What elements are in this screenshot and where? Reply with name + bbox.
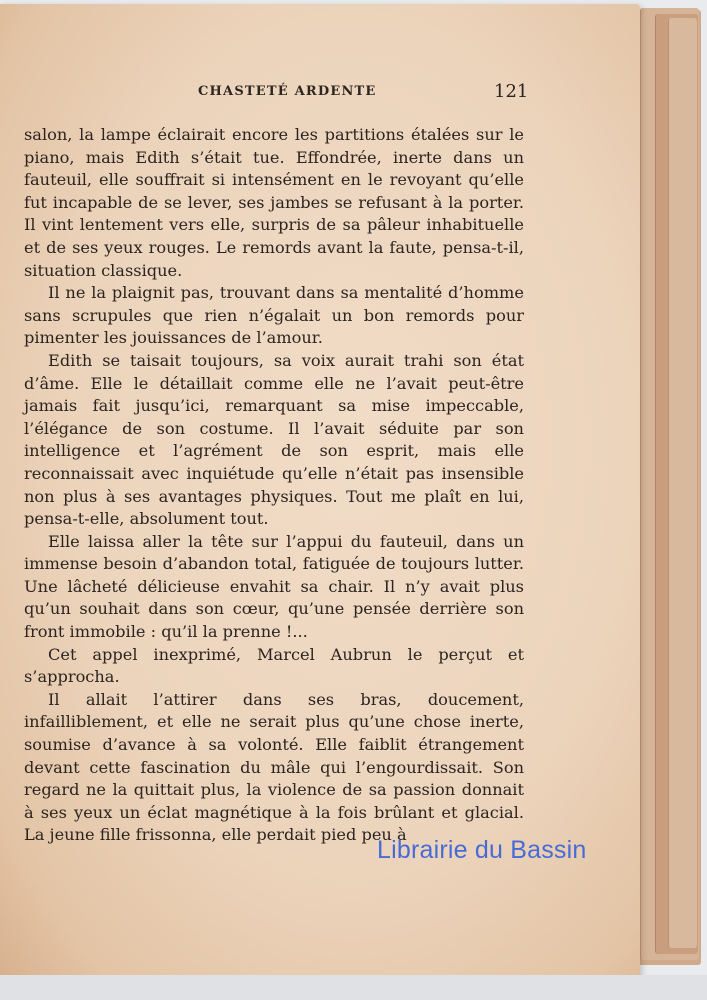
paragraph: Il ne la plaignit pas, trouvant dans sa mentalité d’homme sans scrupules que rien n’égalait un bon remords pour pimenter les jouissances de l’amour. bbox=[24, 283, 524, 348]
paragraph: Elle laissa aller la tête sur l’appui du fauteuil, dans un immense besoin d’abandon total, fatiguée de toujours lutter. Une lâcheté délicieuse envahit sa chair. Il n’y avait plus qu’un souhait dans son cœur, qu’une pensée derrière son front immobile : qu’il la prenne !... bbox=[24, 531, 524, 642]
watermark: Librairie du Bassin bbox=[377, 836, 587, 864]
body-text bbox=[24, 124, 524, 847]
paragraph: salon, la lampe éclairait encore les partitions étalées sur le piano, mais Edith s’était tue. Effondrée, inerte dans un fauteuil, elle souffrait si intensément en le revoyant qu’elle fut incapable de se lever, ses jambes se refusant à la porter. Il vint lentement vers elle, surpris de sa pâleur inhabituelle et de ses yeux rouges. Le remords avant la faute, pensa-t-il, situation classique. bbox=[24, 125, 524, 280]
background-strip bbox=[0, 975, 707, 1000]
paragraph: Cet appel inexprimé, Marcel Aubrun le perçut et s’approcha. bbox=[24, 644, 524, 687]
paragraph: Edith se taisait toujours, sa voix aurait trahi son état d’âme. Elle le détaillait comme elle ne l’avait peut-être jamais fait jusqu’ici, remarquant sa mise impeccable, l’élégance de son costume. Il l’avait séduite par son intelligence et l’agrément de son esprit, mais elle reconnaissait avec inquiétude qu’elle n’était pas insensible non plus à ses avantages physiques. Tout me plaît en lui, pensa-t-elle, absolument tout. bbox=[24, 350, 524, 529]
running-title: CHASTETÉ ARDENTE bbox=[198, 84, 377, 99]
paragraph: Il allait l’attirer dans ses bras, doucement, infailliblement, et elle ne serait plus qu’une chose inerte, soumise d’avance à sa volonté. Elle faiblit étrangement devant cette fascination du mâle qui l’engourdissait. Son regard ne la quittait plus, la violence de sa passion donnait à ses yeux un éclat magnétique à la fois brûlant et glacial. La jeune fille frissonna, elle perdait pied peu à bbox=[24, 689, 524, 845]
page-edge bbox=[668, 18, 697, 948]
page-number: 121 bbox=[494, 81, 529, 102]
page-header bbox=[0, 82, 640, 112]
